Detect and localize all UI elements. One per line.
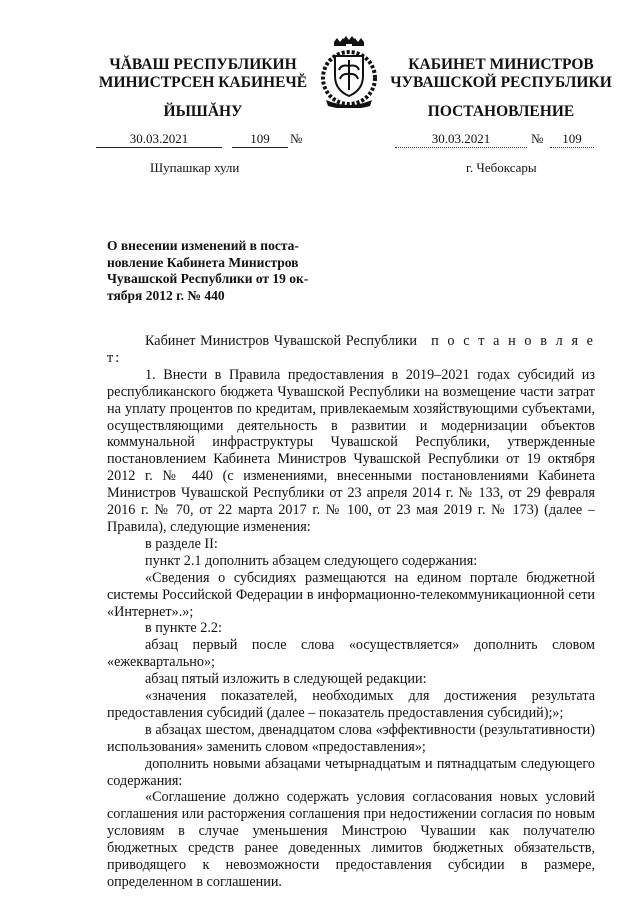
intro-text: Кабинет Министров Чувашской Республики [145,333,417,349]
body-paragraph: в абзацах шестом, двенадцатом слова «эффективности (результативности) использования» заменить словом «предоставления»; [107,721,595,755]
title-line: Чувашской Республики от 19 ок- [107,271,309,286]
header-right-number-mark: № [531,131,544,146]
header-right-date: 30.03.2021 [395,131,527,148]
header-left-city: Шупашкар хули [150,160,240,175]
header-left-number-mark: № [290,131,303,146]
body-paragraph: 1. Внести в Правила предоставления в 2019–2021 годах субсидий из республиканского бюджета Чувашской Республики на возмещение части затрат на уплату процентов по кредитам, привлекаемым хозяйствующими субъектами, осуществляющими деятельность в развитии и модернизации объектов коммунальной инфраструктуры Чувашской Республики, утвержденные постановлением Кабинета Министров Чувашской Республики от 19 октября 2012 г. № 440 (с изменениями, внесенными постановлениями Кабинета Министров Чувашской Республики от 23 апреля 2014 г. № 133, от 29 февраля 2016 г. № 70, от 22 марта 2017 г. № 100, от 23 мая 2019 г. № 173) (далее – Правила), следующие изменения: [107,366,595,535]
header-right-number: 109 [550,131,594,148]
body-paragraph: «Соглашение должно содержать условия согласования новых условий соглашения или расторжения соглашения при недостижении согласия по новым условиям в случае уменьшения Минстрою Чувашии как получателю бюджетных средств ранее доведенных лимитов бюджетных обязательств, приводящего к невозможности предоставления субсидии в размере, определенном в соглашении. [107,789,595,890]
intro-line [107,333,595,367]
header-left-doc-type: ЙЫШĂНУ [163,103,243,120]
coat-of-arms-emblem [318,36,380,108]
header-left-line2: МИНИСТРСЕН КАБИНЕЧĔ [98,74,308,91]
header-right-city: г. Чебоксары [466,160,537,175]
intro-decree: п о с т а н о в л я е т: [107,333,595,366]
body-paragraph: «Сведения о субсидиях размещаются на едином портале бюджетной системы Российской Федерации в информационно-телекоммуникационной сети «Интернет».»; [107,569,595,620]
body-paragraph: дополнить новыми абзацами четырнадцатым и пятнадцатым следующего содержания: [107,755,595,789]
header-left-date: 30.03.2021 [96,131,222,148]
header-right-line2: ЧУВАШСКОЙ РЕСПУБЛИКИ [390,74,612,91]
document-title [107,238,327,304]
body-paragraph: пункт 2.1 дополнить абзацем следующего содержания: [145,552,478,569]
body-paragraph: в разделе II: [145,535,218,552]
header-left-line1: ЧĂВАШ РЕСПУБЛИКИН [109,56,297,73]
body-paragraph: в пункте 2.2: [145,620,222,637]
title-line: тября 2012 г. № 440 [107,287,225,303]
body-paragraph: «значения показателей, необходимых для достижения результата предоставления субсидий (далее – показатель предоставления субсидий);»; [107,688,595,721]
title-line: О внесении изменений в поста- [107,238,299,253]
document-body [107,333,595,891]
header-right-line1: КАБИНЕТ МИНИСТРОВ [408,56,594,73]
body-paragraph: абзац пятый изложить в следующей редакции: [145,671,427,688]
header-right-doc-type: ПОСТАНОВЛЕНИЕ [427,103,575,120]
header-left-number: 109 [232,131,288,148]
body-paragraph: абзац первый после слова «осуществляется» дополнить словом «ежеквартально»; [107,637,595,671]
chuvash-emblem-icon [318,36,380,108]
title-line: новление Кабинета Министров [107,254,299,270]
